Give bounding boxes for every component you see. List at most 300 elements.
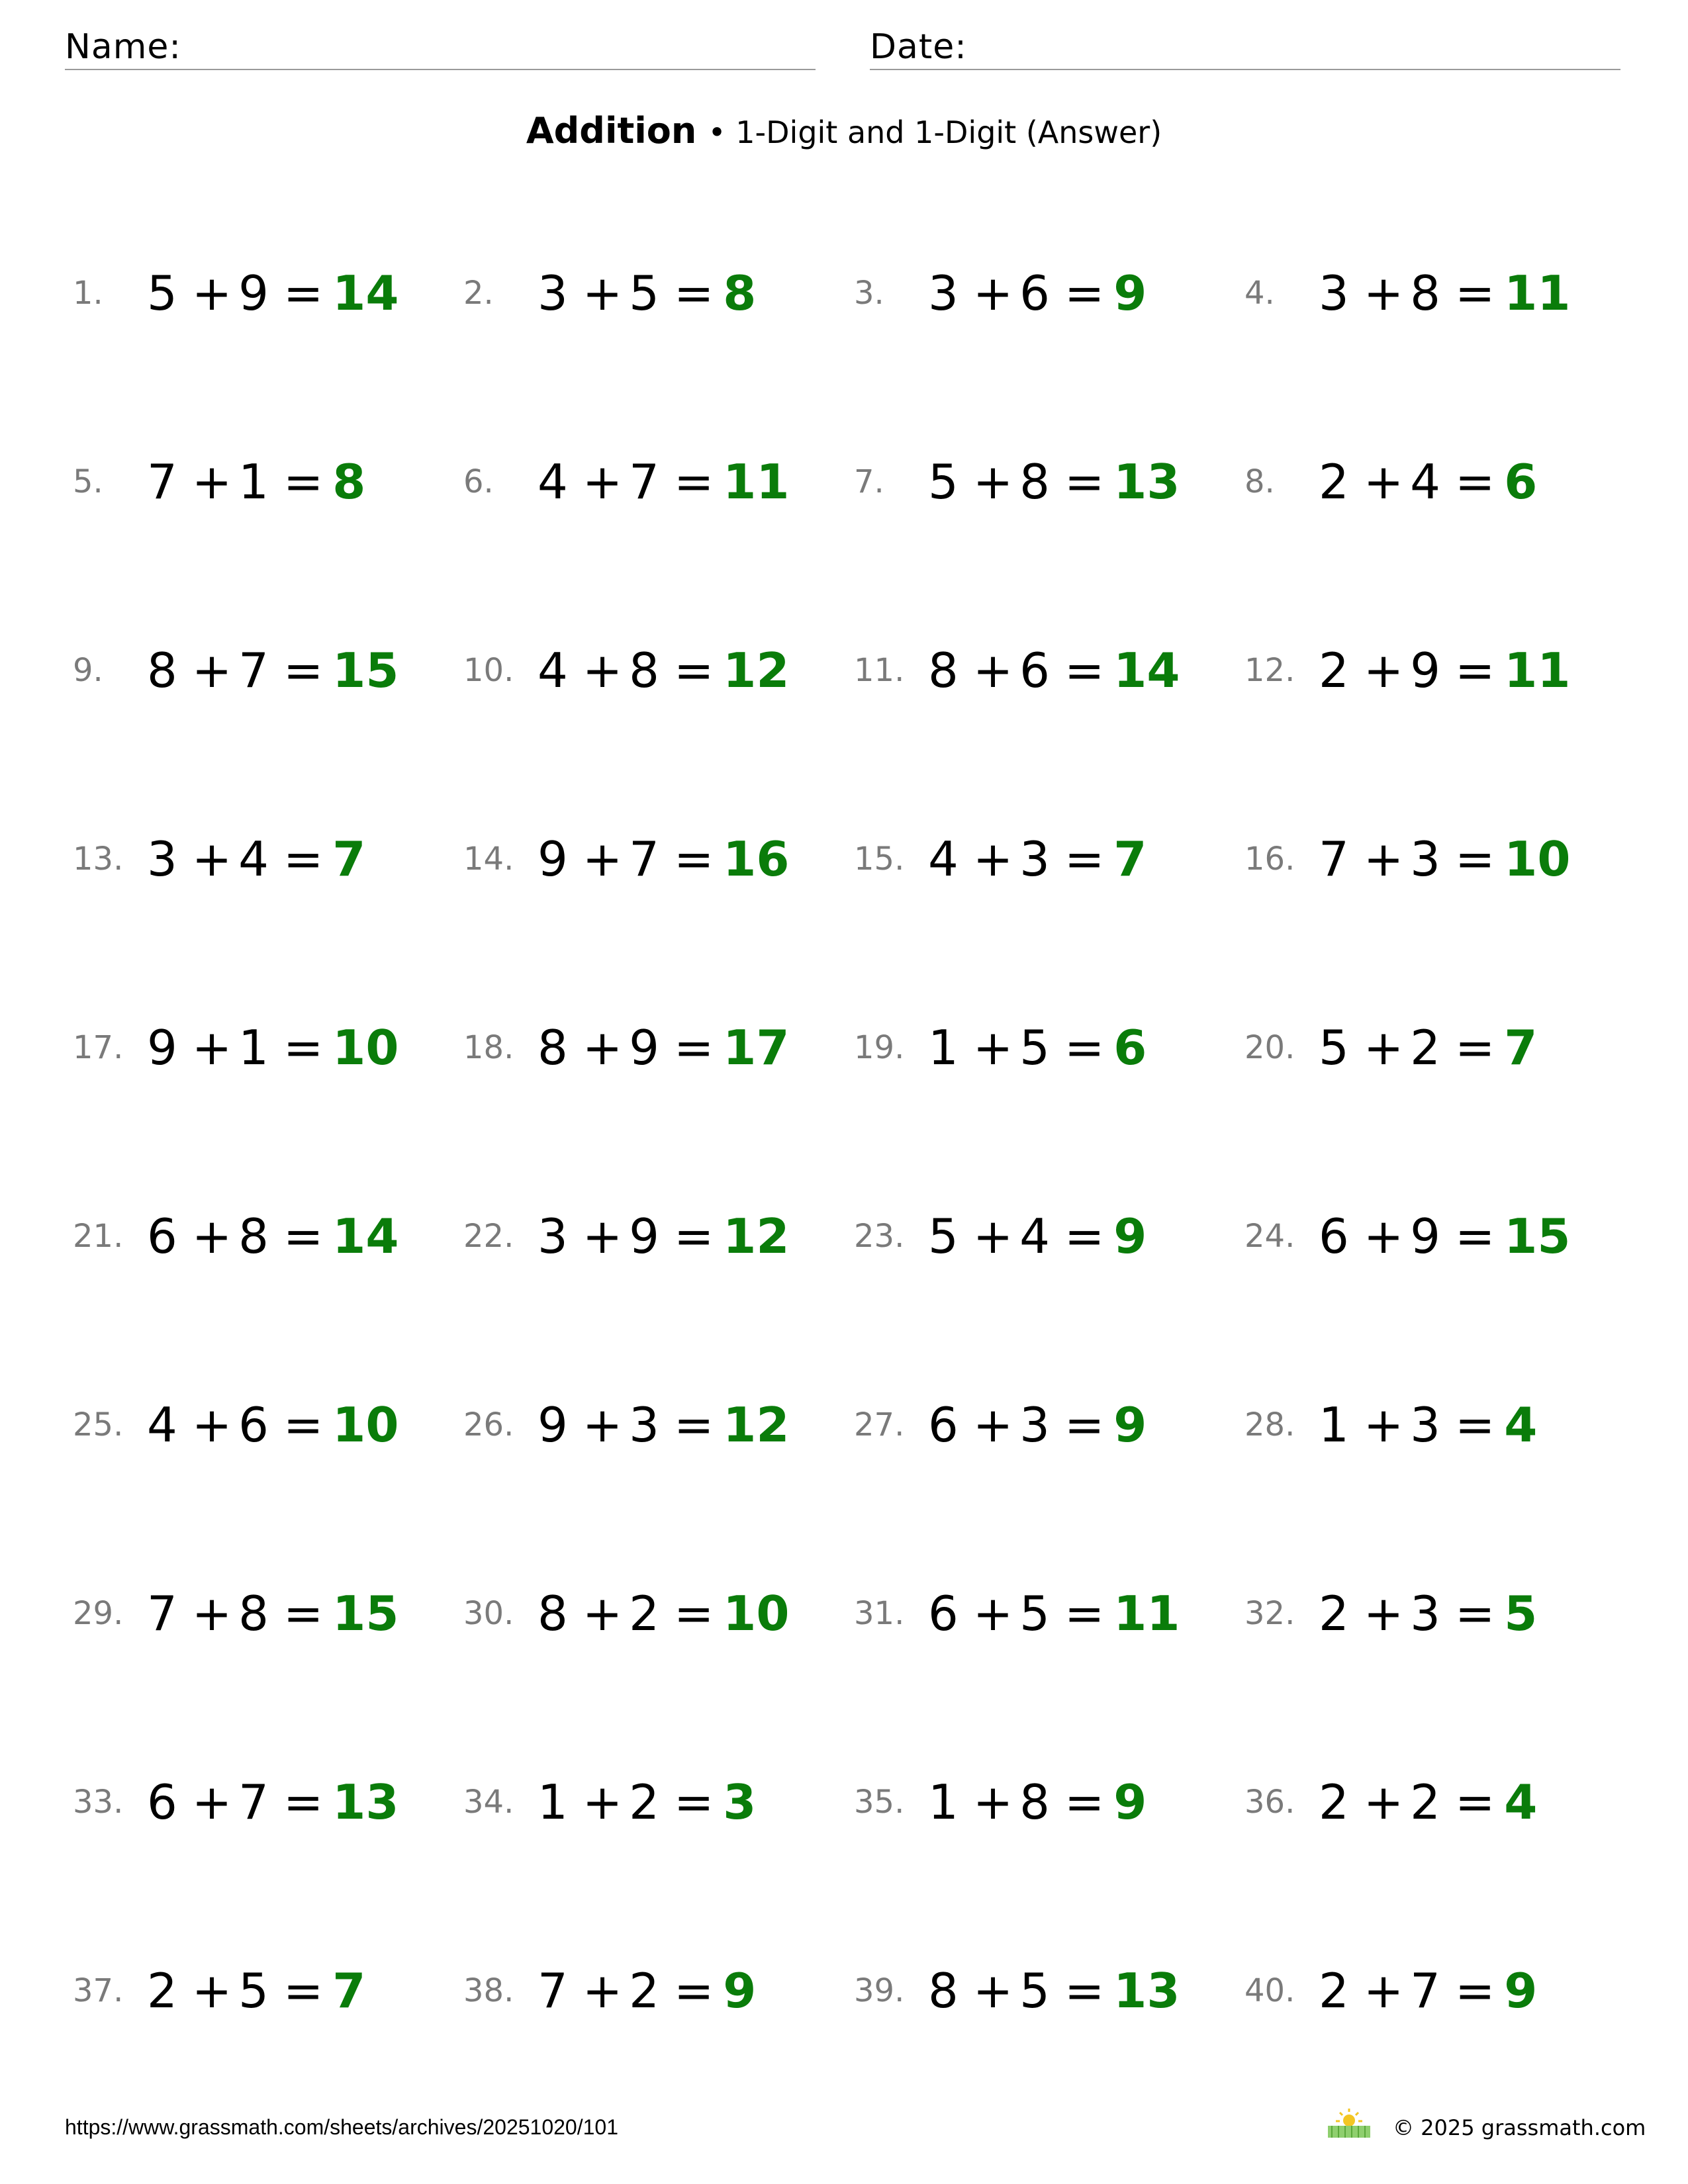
problem-number: 33. xyxy=(73,1783,124,1821)
problem-item xyxy=(1244,953,1635,1142)
addend-a: 4 xyxy=(538,642,568,698)
problem-number: 11. xyxy=(854,651,905,689)
equals-sign: = xyxy=(1064,831,1105,887)
addend-b: 2 xyxy=(1410,1019,1440,1075)
addend-b: 6 xyxy=(1019,642,1050,698)
problem-answer: 5 xyxy=(1504,1585,1538,1641)
equals-sign: = xyxy=(1064,1585,1105,1641)
addend-b: 3 xyxy=(1410,831,1440,887)
plus-sign: + xyxy=(972,1019,1013,1075)
addend-a: 9 xyxy=(538,831,568,887)
title-main: Addition xyxy=(526,110,697,152)
problem-expression xyxy=(538,1774,714,1830)
problem-number: 31. xyxy=(854,1594,905,1632)
problem-answer: 8 xyxy=(723,265,757,321)
problem-answer: 13 xyxy=(332,1774,399,1830)
addend-a: 3 xyxy=(538,1208,568,1264)
addend-a: 2 xyxy=(1319,642,1349,698)
addend-b: 7 xyxy=(629,831,659,887)
addend-a: 1 xyxy=(928,1019,959,1075)
problem-expression xyxy=(928,265,1104,321)
plus-sign: + xyxy=(1363,642,1404,698)
addend-a: 4 xyxy=(928,831,959,887)
problem-number: 16. xyxy=(1244,840,1295,878)
plus-sign: + xyxy=(582,1962,623,2019)
addend-a: 4 xyxy=(538,453,568,510)
equals-sign: = xyxy=(283,1585,324,1641)
addend-a: 8 xyxy=(538,1585,568,1641)
equals-sign: = xyxy=(283,453,324,510)
addend-b: 9 xyxy=(1410,642,1440,698)
plus-sign: + xyxy=(582,831,623,887)
problem-expression xyxy=(928,1208,1104,1264)
problem-expression xyxy=(147,643,323,698)
equals-sign: = xyxy=(1454,1019,1495,1075)
addend-b: 8 xyxy=(238,1208,269,1264)
equals-sign: = xyxy=(1064,453,1105,510)
addend-a: 3 xyxy=(147,831,177,887)
problem-expression xyxy=(538,1963,714,2019)
problem-number: 37. xyxy=(73,1972,124,2009)
problem-number: 28. xyxy=(1244,1406,1295,1443)
footer-url[interactable]: https://www.grassmath.com/sheets/archives/20251020/101 xyxy=(65,2115,618,2139)
addend-b: 6 xyxy=(1019,265,1050,321)
plus-sign: + xyxy=(1363,1208,1404,1264)
equals-sign: = xyxy=(673,1774,714,1830)
problem-answer: 10 xyxy=(332,1396,399,1453)
equals-sign: = xyxy=(673,642,714,698)
problem-number: 30. xyxy=(463,1594,514,1632)
equals-sign: = xyxy=(283,1396,324,1453)
equals-sign: = xyxy=(283,1019,324,1075)
problem-number: 26. xyxy=(463,1406,514,1443)
problem-number: 5. xyxy=(73,463,103,500)
equals-sign: = xyxy=(1064,1208,1105,1264)
problem-item xyxy=(463,1330,854,1519)
equals-sign: = xyxy=(1454,453,1495,510)
equals-sign: = xyxy=(1454,1396,1495,1453)
addend-a: 2 xyxy=(1319,453,1349,510)
problem-expression xyxy=(538,831,714,887)
problem-item xyxy=(854,1896,1244,2085)
addend-b: 5 xyxy=(238,1962,269,2019)
problem-expression xyxy=(928,643,1104,698)
plus-sign: + xyxy=(972,1585,1013,1641)
addend-b: 5 xyxy=(1019,1585,1050,1641)
addend-b: 6 xyxy=(238,1396,269,1453)
equals-sign: = xyxy=(283,831,324,887)
problem-item xyxy=(463,387,854,576)
problem-expression xyxy=(147,1397,323,1453)
addend-b: 8 xyxy=(1019,1774,1050,1830)
problem-item xyxy=(463,1896,854,2085)
addend-a: 1 xyxy=(928,1774,959,1830)
problem-number: 36. xyxy=(1244,1783,1295,1821)
problem-number: 25. xyxy=(73,1406,124,1443)
plus-sign: + xyxy=(972,265,1013,321)
plus-sign: + xyxy=(1363,831,1404,887)
problem-item xyxy=(463,1707,854,1896)
problem-item xyxy=(73,1519,463,1707)
equals-sign: = xyxy=(1454,831,1495,887)
problem-item xyxy=(73,764,463,953)
plus-sign: + xyxy=(972,1208,1013,1264)
problem-answer: 14 xyxy=(1113,642,1180,698)
problem-item xyxy=(73,1707,463,1896)
plus-sign: + xyxy=(972,831,1013,887)
problem-expression xyxy=(1319,1774,1495,1830)
addend-a: 7 xyxy=(1319,831,1349,887)
problem-expression xyxy=(538,1397,714,1453)
problem-expression xyxy=(147,1963,323,2019)
problem-answer: 14 xyxy=(332,265,399,321)
equals-sign: = xyxy=(673,1585,714,1641)
problem-number: 22. xyxy=(463,1217,514,1255)
problem-answer: 9 xyxy=(1113,1396,1147,1453)
problem-number: 15. xyxy=(854,840,905,878)
problem-item xyxy=(854,1519,1244,1707)
problem-expression xyxy=(1319,643,1495,698)
problem-item xyxy=(1244,1330,1635,1519)
addend-a: 1 xyxy=(538,1774,568,1830)
addend-b: 8 xyxy=(238,1585,269,1641)
problem-number: 21. xyxy=(73,1217,124,1255)
problem-item xyxy=(73,1330,463,1519)
problem-number: 12. xyxy=(1244,651,1295,689)
problem-expression xyxy=(928,1397,1104,1453)
problem-answer: 9 xyxy=(723,1962,757,2019)
plus-sign: + xyxy=(191,831,232,887)
addend-a: 6 xyxy=(928,1396,959,1453)
equals-sign: = xyxy=(673,831,714,887)
plus-sign: + xyxy=(582,265,623,321)
problem-item xyxy=(73,576,463,764)
addend-b: 5 xyxy=(629,265,659,321)
addend-a: 2 xyxy=(147,1962,177,2019)
problem-grid xyxy=(73,199,1635,2091)
problem-item xyxy=(73,1896,463,2085)
addend-b: 9 xyxy=(629,1208,659,1264)
plus-sign: + xyxy=(582,1774,623,1830)
problem-number: 40. xyxy=(1244,1972,1295,2009)
problem-item xyxy=(1244,576,1635,764)
problem-expression xyxy=(538,1208,714,1264)
addend-a: 7 xyxy=(147,1585,177,1641)
worksheet-title xyxy=(0,105,1688,159)
problem-answer: 13 xyxy=(1113,453,1180,510)
equals-sign: = xyxy=(283,1208,324,1264)
problem-answer: 9 xyxy=(1113,265,1147,321)
addend-b: 8 xyxy=(629,642,659,698)
problem-number: 7. xyxy=(854,463,884,500)
problem-number: 35. xyxy=(854,1783,905,1821)
addend-a: 7 xyxy=(147,453,177,510)
plus-sign: + xyxy=(972,1962,1013,2019)
addend-a: 6 xyxy=(928,1585,959,1641)
equals-sign: = xyxy=(283,1962,324,2019)
plus-sign: + xyxy=(191,1208,232,1264)
problem-number: 38. xyxy=(463,1972,514,2009)
problem-number: 3. xyxy=(854,274,884,312)
addend-b: 5 xyxy=(1019,1962,1050,2019)
title-subtitle: • 1-Digit and 1-Digit (Answer) xyxy=(708,114,1162,150)
addend-b: 7 xyxy=(238,642,269,698)
problem-expression xyxy=(147,1208,323,1264)
addend-b: 3 xyxy=(1410,1585,1440,1641)
problem-answer: 10 xyxy=(723,1585,790,1641)
plus-sign: + xyxy=(582,642,623,698)
problem-expression xyxy=(1319,1020,1495,1075)
addend-a: 6 xyxy=(147,1774,177,1830)
problem-answer: 16 xyxy=(723,831,790,887)
problem-expression xyxy=(928,1963,1104,2019)
problem-item xyxy=(463,1142,854,1330)
plus-sign: + xyxy=(582,1019,623,1075)
plus-sign: + xyxy=(972,1774,1013,1830)
equals-sign: = xyxy=(673,1019,714,1075)
problem-answer: 10 xyxy=(1504,831,1571,887)
grass-sun-logo-icon xyxy=(1325,2105,1373,2139)
problem-expression xyxy=(1319,1397,1495,1453)
problem-expression xyxy=(928,454,1104,510)
plus-sign: + xyxy=(582,453,623,510)
equals-sign: = xyxy=(1064,642,1105,698)
problem-number: 20. xyxy=(1244,1028,1295,1066)
problem-item xyxy=(463,1519,854,1707)
problem-number: 6. xyxy=(463,463,494,500)
problem-item xyxy=(463,576,854,764)
problem-expression xyxy=(928,1020,1104,1075)
problem-answer: 4 xyxy=(1504,1396,1538,1453)
equals-sign: = xyxy=(283,1774,324,1830)
problem-answer: 3 xyxy=(723,1774,757,1830)
problem-number: 19. xyxy=(854,1028,905,1066)
plus-sign: + xyxy=(582,1585,623,1641)
problem-answer: 11 xyxy=(723,453,790,510)
problem-answer: 8 xyxy=(332,453,366,510)
plus-sign: + xyxy=(1363,1019,1404,1075)
problem-expression xyxy=(147,1774,323,1830)
problem-expression xyxy=(1319,831,1495,887)
problem-item xyxy=(1244,1142,1635,1330)
problem-number: 9. xyxy=(73,651,103,689)
problem-number: 32. xyxy=(1244,1594,1295,1632)
plus-sign: + xyxy=(191,1396,232,1453)
addend-b: 7 xyxy=(1410,1962,1440,2019)
addend-b: 3 xyxy=(629,1396,659,1453)
addend-a: 3 xyxy=(1319,265,1349,321)
problem-item xyxy=(73,199,463,387)
addend-a: 5 xyxy=(147,265,177,321)
problem-number: 23. xyxy=(854,1217,905,1255)
addend-a: 8 xyxy=(147,642,177,698)
name-label: Name: xyxy=(65,27,181,67)
equals-sign: = xyxy=(1454,1208,1495,1264)
name-field[interactable] xyxy=(65,25,816,70)
problem-number: 34. xyxy=(463,1783,514,1821)
problem-number: 4. xyxy=(1244,274,1275,312)
date-field[interactable] xyxy=(870,25,1620,70)
problem-item xyxy=(73,953,463,1142)
equals-sign: = xyxy=(1064,1962,1105,2019)
problem-number: 29. xyxy=(73,1594,124,1632)
addend-b: 7 xyxy=(629,453,659,510)
date-label: Date: xyxy=(870,27,967,67)
equals-sign: = xyxy=(283,642,324,698)
addend-b: 3 xyxy=(1019,1396,1050,1453)
problem-answer: 13 xyxy=(1113,1962,1180,2019)
plus-sign: + xyxy=(582,1208,623,1264)
problem-item xyxy=(1244,199,1635,387)
addend-b: 2 xyxy=(629,1585,659,1641)
problem-answer: 11 xyxy=(1113,1585,1180,1641)
equals-sign: = xyxy=(673,1962,714,2019)
problem-expression xyxy=(538,643,714,698)
addend-b: 4 xyxy=(1410,453,1440,510)
problem-expression xyxy=(147,265,323,321)
problem-answer: 9 xyxy=(1504,1962,1538,2019)
addend-a: 8 xyxy=(928,1962,959,2019)
plus-sign: + xyxy=(1363,1774,1404,1830)
addend-b: 5 xyxy=(1019,1019,1050,1075)
problem-expression xyxy=(1319,265,1495,321)
equals-sign: = xyxy=(673,1396,714,1453)
problem-answer: 12 xyxy=(723,1208,790,1264)
plus-sign: + xyxy=(582,1396,623,1453)
problem-item xyxy=(854,387,1244,576)
problem-expression xyxy=(147,1586,323,1641)
addend-b: 3 xyxy=(1410,1396,1440,1453)
problem-expression xyxy=(1319,1208,1495,1264)
problem-answer: 4 xyxy=(1504,1774,1538,1830)
problem-number: 2. xyxy=(463,274,494,312)
equals-sign: = xyxy=(1454,1774,1495,1830)
addend-b: 1 xyxy=(238,1019,269,1075)
problem-number: 17. xyxy=(73,1028,124,1066)
problem-answer: 11 xyxy=(1504,265,1571,321)
problem-item xyxy=(463,199,854,387)
equals-sign: = xyxy=(283,265,324,321)
problem-item xyxy=(854,1330,1244,1519)
addend-b: 2 xyxy=(629,1774,659,1830)
equals-sign: = xyxy=(1064,265,1105,321)
addend-b: 1 xyxy=(238,453,269,510)
problem-expression xyxy=(147,1020,323,1075)
problem-answer: 15 xyxy=(1504,1208,1571,1264)
problem-answer: 7 xyxy=(1504,1019,1538,1075)
addend-a: 5 xyxy=(928,1208,959,1264)
plus-sign: + xyxy=(191,1774,232,1830)
plus-sign: + xyxy=(191,1585,232,1641)
equals-sign: = xyxy=(673,453,714,510)
problem-answer: 11 xyxy=(1504,642,1571,698)
plus-sign: + xyxy=(1363,1585,1404,1641)
plus-sign: + xyxy=(972,642,1013,698)
addend-a: 9 xyxy=(538,1396,568,1453)
problem-answer: 7 xyxy=(332,1962,366,2019)
problem-expression xyxy=(928,831,1104,887)
problem-answer: 12 xyxy=(723,1396,790,1453)
problem-number: 24. xyxy=(1244,1217,1295,1255)
addend-a: 3 xyxy=(928,265,959,321)
problem-item xyxy=(1244,387,1635,576)
plus-sign: + xyxy=(191,1019,232,1075)
equals-sign: = xyxy=(673,1208,714,1264)
problem-item xyxy=(854,1142,1244,1330)
problem-expression xyxy=(928,1774,1104,1830)
problem-expression xyxy=(147,831,323,887)
problem-answer: 7 xyxy=(332,831,366,887)
equals-sign: = xyxy=(1454,265,1495,321)
problem-answer: 14 xyxy=(332,1208,399,1264)
addend-b: 8 xyxy=(1410,265,1440,321)
problem-number: 1. xyxy=(73,274,103,312)
addend-a: 3 xyxy=(538,265,568,321)
addend-b: 9 xyxy=(238,265,269,321)
problem-number: 27. xyxy=(854,1406,905,1443)
plus-sign: + xyxy=(191,265,232,321)
addend-a: 4 xyxy=(147,1396,177,1453)
problem-expression xyxy=(538,454,714,510)
addend-a: 5 xyxy=(928,453,959,510)
plus-sign: + xyxy=(972,453,1013,510)
problem-item xyxy=(463,764,854,953)
plus-sign: + xyxy=(1363,1962,1404,2019)
problem-answer: 15 xyxy=(332,1585,399,1641)
problem-expression xyxy=(1319,454,1495,510)
addend-a: 6 xyxy=(1319,1208,1349,1264)
problem-item xyxy=(1244,1519,1635,1707)
addend-a: 6 xyxy=(147,1208,177,1264)
problem-item xyxy=(854,953,1244,1142)
equals-sign: = xyxy=(1064,1774,1105,1830)
problem-item xyxy=(1244,1896,1635,2085)
problem-answer: 6 xyxy=(1504,453,1538,510)
addend-b: 2 xyxy=(629,1962,659,2019)
problem-item xyxy=(854,1707,1244,1896)
problem-answer: 10 xyxy=(332,1019,399,1075)
equals-sign: = xyxy=(1454,1962,1495,2019)
problem-item xyxy=(854,764,1244,953)
problem-number: 10. xyxy=(463,651,514,689)
addend-a: 9 xyxy=(147,1019,177,1075)
addend-b: 2 xyxy=(1410,1774,1440,1830)
plus-sign: + xyxy=(191,1962,232,2019)
equals-sign: = xyxy=(673,265,714,321)
problem-answer: 17 xyxy=(723,1019,790,1075)
problem-item xyxy=(854,576,1244,764)
problem-number: 14. xyxy=(463,840,514,878)
problem-expression xyxy=(538,1020,714,1075)
addend-a: 8 xyxy=(928,642,959,698)
plus-sign: + xyxy=(1363,453,1404,510)
problem-answer: 9 xyxy=(1113,1208,1147,1264)
problem-item xyxy=(73,387,463,576)
addend-b: 3 xyxy=(1019,831,1050,887)
problem-answer: 9 xyxy=(1113,1774,1147,1830)
addend-a: 2 xyxy=(1319,1585,1349,1641)
addend-b: 4 xyxy=(238,831,269,887)
problem-expression xyxy=(928,1586,1104,1641)
addend-b: 8 xyxy=(1019,453,1050,510)
addend-a: 5 xyxy=(1319,1019,1349,1075)
problem-number: 18. xyxy=(463,1028,514,1066)
plus-sign: + xyxy=(191,642,232,698)
equals-sign: = xyxy=(1064,1019,1105,1075)
plus-sign: + xyxy=(1363,1396,1404,1453)
problem-answer: 15 xyxy=(332,642,399,698)
addend-a: 2 xyxy=(1319,1774,1349,1830)
